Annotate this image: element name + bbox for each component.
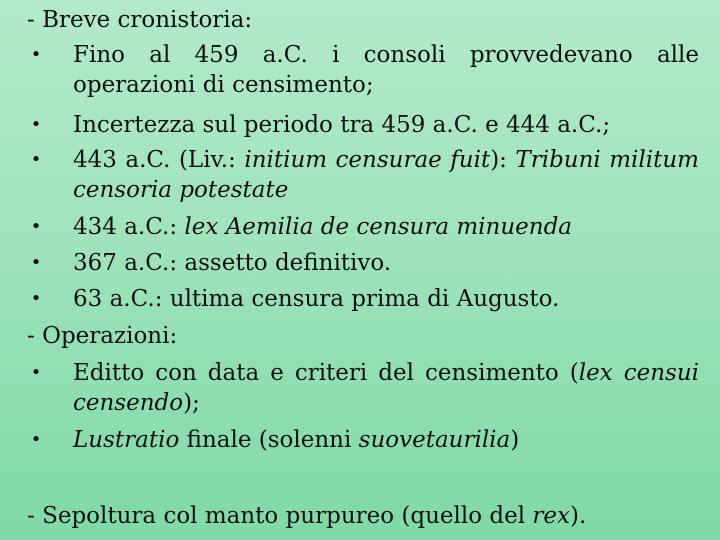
bullet-icon: • bbox=[30, 114, 42, 135]
list-item-text: Editto con data e criteri del censimento (lex censui censendo); bbox=[73, 360, 699, 416]
list-item-text: Lustratio finale (solenni suovetaurilia) bbox=[73, 427, 520, 453]
list-item-text: Fino al 459 a.C. i consoli provvedevano alle operazioni di censimento; bbox=[73, 42, 699, 98]
bullet-icon: • bbox=[30, 149, 42, 170]
bullet-icon: • bbox=[30, 44, 42, 65]
section-heading-cronistoria bbox=[27, 6, 702, 34]
section-heading-operazioni bbox=[27, 322, 702, 350]
bullet-icon: • bbox=[30, 429, 42, 450]
list-item-text: 63 a.C.: ultima censura prima di Augusto. bbox=[73, 286, 560, 312]
bullet-icon: • bbox=[30, 288, 42, 309]
section-heading-sepoltura: - Sepoltura col manto purpureo (quello del rex). bbox=[27, 503, 587, 529]
bullet-icon: • bbox=[30, 252, 42, 273]
bullet-icon: • bbox=[30, 216, 42, 237]
list-item-text: Incertezza sul periodo tra 459 a.C. e 444 a.C.; bbox=[73, 112, 611, 138]
list-item-text: 367 a.C.: assetto definitivo. bbox=[73, 250, 392, 276]
bullet-icon: • bbox=[30, 362, 42, 383]
list-item-text: 443 a.C. (Liv.: initium censurae fuit): Tribuni militum censoria potestate bbox=[73, 147, 699, 203]
list-item-text: 434 a.C.: lex Aemilia de censura minuenda bbox=[73, 214, 572, 240]
section-heading-text: - Breve cronistoria: bbox=[27, 7, 253, 33]
section-heading-text: - Operazioni: bbox=[27, 323, 178, 349]
